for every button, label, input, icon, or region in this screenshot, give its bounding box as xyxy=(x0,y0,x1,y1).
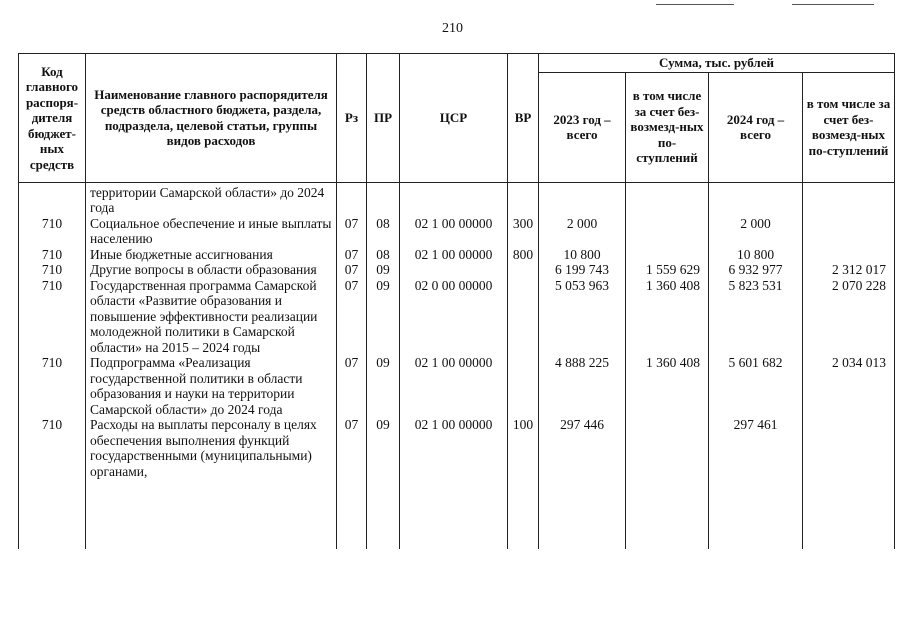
cell-code: 710 xyxy=(19,417,86,479)
table-row xyxy=(19,417,895,479)
cell-vr: 100 xyxy=(508,417,539,479)
cell-code: 710 xyxy=(19,278,86,356)
cell-rz: 07 xyxy=(337,247,367,263)
cell-2023-total: 6 199 743 xyxy=(539,262,626,278)
cell-2024-free xyxy=(803,216,895,247)
header-pr: ПР xyxy=(367,54,400,183)
header-vr: ВР xyxy=(508,54,539,183)
cell-2024-total: 2 000 xyxy=(709,216,803,247)
cell-2023-free: 1 360 408 xyxy=(626,355,709,417)
cell-pr: 09 xyxy=(367,355,400,417)
cell-name: Подпрограмма «Реализация государственной политики в области образования и науки на территории Самарской области» до 2024 года xyxy=(86,355,337,417)
cell-csr: 02 0 00 00000 xyxy=(400,278,508,356)
top-rule-left xyxy=(656,4,734,5)
cell-2023-free xyxy=(626,247,709,263)
cell-2023-free xyxy=(626,182,709,216)
cell-csr: 02 1 00 00000 xyxy=(400,417,508,479)
header-csr: ЦСР xyxy=(400,54,508,183)
cell-code: 710 xyxy=(19,216,86,247)
header-rz: Рз xyxy=(337,54,367,183)
cell-rz: 07 xyxy=(337,417,367,479)
cell-rz: 07 xyxy=(337,262,367,278)
cell-pr: 09 xyxy=(367,278,400,356)
cell-2024-free xyxy=(803,182,895,216)
cell-name: Государственная программа Самарской области «Развитие образования и повышение эффективности реализации молодежной политики в Самарской области» на 2015 – 2024 годы xyxy=(86,278,337,356)
table-row xyxy=(19,278,895,356)
top-rule-right xyxy=(792,4,874,5)
table-row xyxy=(19,247,895,263)
cell-2024-free: 2 312 017 xyxy=(803,262,895,278)
header-code: Код главного распоря-дителя бюджет-ных средств xyxy=(19,54,86,183)
cell-pr: 08 xyxy=(367,216,400,247)
page-number: 210 xyxy=(442,21,463,36)
cell-csr xyxy=(400,182,508,216)
table-row xyxy=(19,262,895,278)
cell-pr: 09 xyxy=(367,262,400,278)
header-sum-group: Сумма, тыс. рублей xyxy=(539,54,895,73)
cell-rz: 07 xyxy=(337,355,367,417)
cell-2024-total: 6 932 977 xyxy=(709,262,803,278)
cell-name: Расходы на выплаты персоналу в целях обеспечения выполнения функций государственными (муниципальными) органами, xyxy=(86,417,337,479)
cell-2024-total xyxy=(709,182,803,216)
cell-2023-total: 2 000 xyxy=(539,216,626,247)
cell-name: Другие вопросы в области образования xyxy=(86,262,337,278)
table-row xyxy=(19,355,895,417)
header-name: Наименование главного распорядителя средств областного бюджета, раздела, подраздела, целевой статьи, группы видов расходов xyxy=(86,54,337,183)
cell-vr: 800 xyxy=(508,247,539,263)
cell-csr: 02 1 00 00000 xyxy=(400,247,508,263)
table-row xyxy=(19,216,895,247)
cell-2024-free: 2 070 228 xyxy=(803,278,895,356)
cell-code xyxy=(19,182,86,216)
cell-rz: 07 xyxy=(337,216,367,247)
cell-name: территории Самарской области» до 2024 года xyxy=(86,182,337,216)
budget-table xyxy=(18,53,895,549)
cell-2023-free: 1 360 408 xyxy=(626,278,709,356)
cell-code: 710 xyxy=(19,355,86,417)
cell-2023-free xyxy=(626,417,709,479)
cell-code: 710 xyxy=(19,262,86,278)
cell-rz: 07 xyxy=(337,278,367,356)
cell-2024-total: 5 601 682 xyxy=(709,355,803,417)
cell-2024-total: 10 800 xyxy=(709,247,803,263)
cell-csr: 02 1 00 00000 xyxy=(400,216,508,247)
cell-2024-total: 5 823 531 xyxy=(709,278,803,356)
cell-name: Социальное обеспечение и иные выплаты населению xyxy=(86,216,337,247)
cell-2023-free xyxy=(626,216,709,247)
cell-vr: 300 xyxy=(508,216,539,247)
header-2024-free: в том числе за счет без-возмезд-ных по-ступлений xyxy=(803,72,895,182)
cell-2023-total: 5 053 963 xyxy=(539,278,626,356)
table-row xyxy=(19,182,895,216)
cell-2024-free xyxy=(803,247,895,263)
cell-csr: 02 1 00 00000 xyxy=(400,355,508,417)
cell-pr: 08 xyxy=(367,247,400,263)
cell-rz xyxy=(337,182,367,216)
cell-2023-free: 1 559 629 xyxy=(626,262,709,278)
cell-vr xyxy=(508,355,539,417)
header-2024-total: 2024 год – всего xyxy=(709,72,803,182)
cell-pr xyxy=(367,182,400,216)
cell-name: Иные бюджетные ассигнования xyxy=(86,247,337,263)
cell-2024-free: 2 034 013 xyxy=(803,355,895,417)
cell-2023-total: 297 446 xyxy=(539,417,626,479)
cell-vr xyxy=(508,182,539,216)
cell-2024-free xyxy=(803,417,895,479)
cell-2023-total: 10 800 xyxy=(539,247,626,263)
cell-vr xyxy=(508,278,539,356)
cell-vr xyxy=(508,262,539,278)
cell-csr xyxy=(400,262,508,278)
cell-2024-total: 297 461 xyxy=(709,417,803,479)
header-2023-free: в том числе за счет без-возмезд-ных по-ступлений xyxy=(626,72,709,182)
cell-code: 710 xyxy=(19,247,86,263)
header-2023-total: 2023 год – всего xyxy=(539,72,626,182)
cell-2023-total: 4 888 225 xyxy=(539,355,626,417)
cell-2023-total xyxy=(539,182,626,216)
cell-pr: 09 xyxy=(367,417,400,479)
table-row-spacer xyxy=(19,479,895,549)
